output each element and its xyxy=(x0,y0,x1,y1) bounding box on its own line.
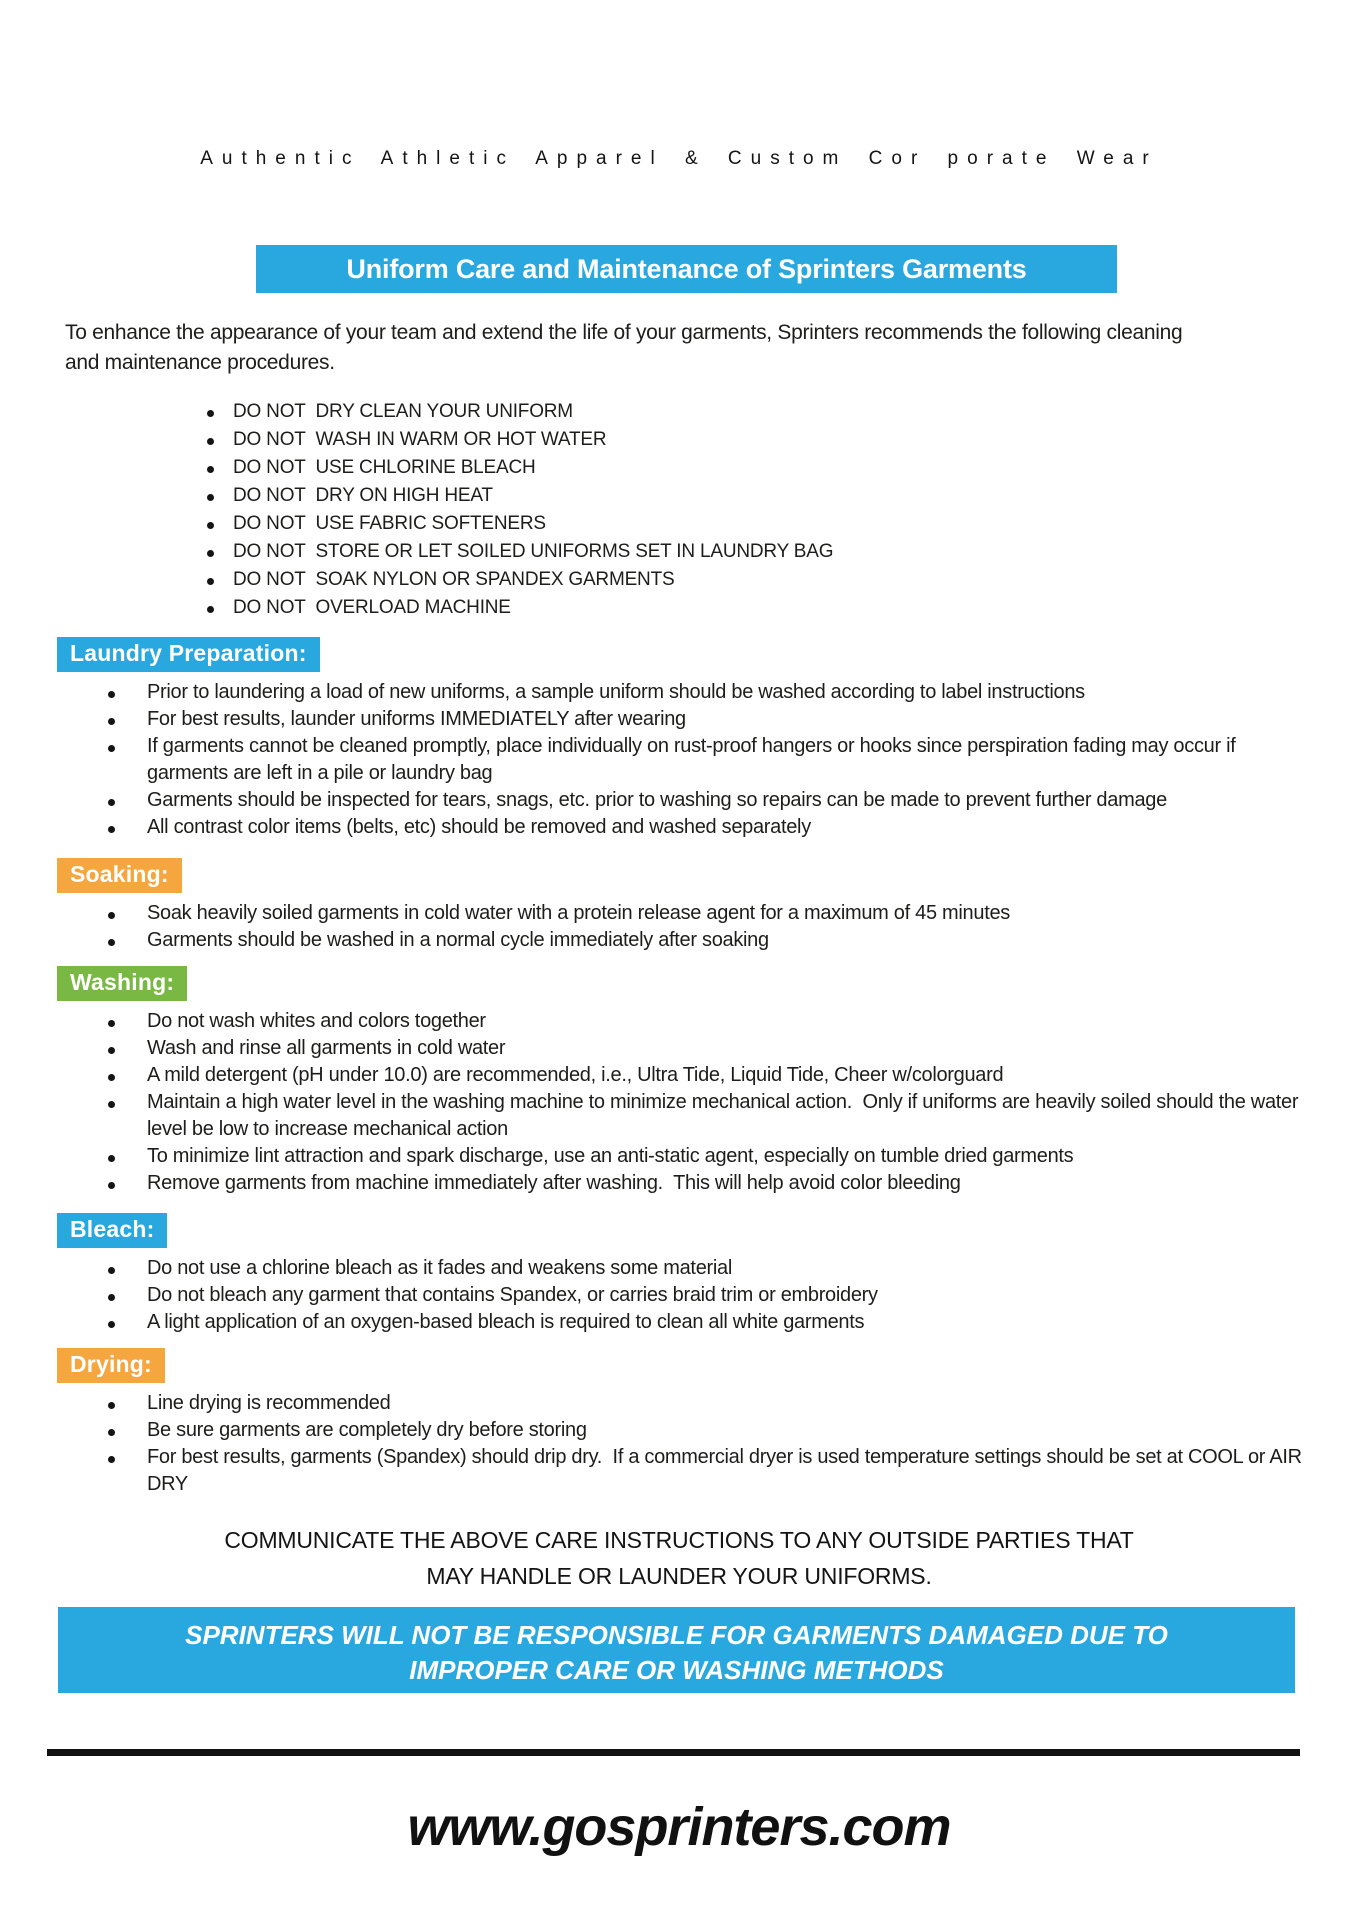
list-item-text: DO NOT STORE OR LET SOILED UNIFORMS SET IN LAUNDRY BAG xyxy=(233,541,834,562)
bullet-icon xyxy=(207,538,233,566)
communicate-notice xyxy=(0,1522,1358,1594)
bullet-icon xyxy=(108,787,147,814)
list-item-text: A mild detergent (pH under 10.0) are recommended, i.e., Ultra Tide, Liquid Tide, Cheer w/colorguard xyxy=(147,1064,1004,1086)
brand-tagline: Authentic Athletic Apparel & Custom Cor porate Wear xyxy=(200,148,1158,169)
list-item-text: DO NOT OVERLOAD MACHINE xyxy=(233,597,511,618)
section-list xyxy=(108,1390,1313,1498)
donot-list xyxy=(207,398,1313,622)
section-list xyxy=(108,900,1313,954)
list-item-text: DO NOT USE FABRIC SOFTENERS xyxy=(233,513,546,534)
page-title-banner: Uniform Care and Maintenance of Sprinters Garments xyxy=(256,245,1117,293)
disclaimer-banner xyxy=(58,1607,1295,1693)
list-item-text: To minimize lint attraction and spark discharge, use an anti-static agent, especially on tumble dried garments xyxy=(147,1145,1074,1167)
list-item xyxy=(108,1062,1313,1089)
list-item xyxy=(207,482,1313,510)
list-item xyxy=(108,900,1313,927)
list-item-text: For best results, garments (Spandex) should drip dry. If a commercial dryer is used temperature settings should be set at COOL or AIR DRY xyxy=(147,1446,1308,1495)
list-item xyxy=(108,1170,1313,1197)
care-section xyxy=(0,858,1358,954)
intro-line-1: To enhance the appearance of your team and extend the life of your garments, Sprinters recommends the following cleaning xyxy=(65,321,1183,344)
list-item xyxy=(108,1417,1313,1444)
care-section xyxy=(0,966,1358,1197)
list-item xyxy=(108,733,1313,787)
bullet-icon xyxy=(108,1390,147,1417)
section-label: Drying: xyxy=(57,1348,165,1383)
list-item xyxy=(108,814,1313,841)
section-label: Soaking: xyxy=(57,858,182,893)
list-item-text: DO NOT DRY ON HIGH HEAT xyxy=(233,485,493,506)
list-item xyxy=(108,1143,1313,1170)
bullet-icon xyxy=(207,510,233,538)
bullet-icon xyxy=(108,900,147,927)
list-item xyxy=(207,566,1313,594)
list-item xyxy=(108,1282,1313,1309)
list-item xyxy=(207,454,1313,482)
bullet-icon xyxy=(108,1417,147,1444)
bullet-icon xyxy=(207,426,233,454)
communicate-line-1: COMMUNICATE THE ABOVE CARE INSTRUCTIONS TO ANY OUTSIDE PARTIES THAT xyxy=(224,1527,1134,1553)
list-item xyxy=(207,594,1313,622)
list-item xyxy=(207,398,1313,426)
section-list xyxy=(108,1008,1313,1197)
bullet-icon xyxy=(207,566,233,594)
bullet-icon xyxy=(108,1282,147,1309)
bullet-icon xyxy=(108,679,147,706)
intro-line-2: and maintenance procedures. xyxy=(65,351,335,374)
section-list xyxy=(108,1255,1313,1336)
list-item-text: If garments cannot be cleaned promptly, place individually on rust-proof hangers or hooks since perspiration fading may occur if garments are left in a pile or laundry bag xyxy=(147,735,1241,784)
footer-divider xyxy=(47,1749,1300,1756)
list-item xyxy=(108,927,1313,954)
bullet-icon xyxy=(108,927,147,954)
list-item-text: DO NOT WASH IN WARM OR HOT WATER xyxy=(233,429,607,450)
list-item-text: Do not wash whites and colors together xyxy=(147,1010,486,1032)
section-list xyxy=(108,679,1313,841)
bullet-icon xyxy=(108,733,147,787)
list-item xyxy=(108,1089,1313,1143)
list-item xyxy=(207,426,1313,454)
bullet-icon xyxy=(108,1035,147,1062)
bullet-icon xyxy=(108,1008,147,1035)
list-item xyxy=(207,538,1313,566)
list-item xyxy=(108,787,1313,814)
list-item-text: DO NOT DRY CLEAN YOUR UNIFORM xyxy=(233,401,573,422)
bullet-icon xyxy=(108,1444,147,1498)
list-item-text: Be sure garments are completely dry before storing xyxy=(147,1419,587,1441)
list-item xyxy=(108,1444,1313,1498)
list-item-text: Do not use a chlorine bleach as it fades and weakens some material xyxy=(147,1257,732,1279)
list-item-text: DO NOT USE CHLORINE BLEACH xyxy=(233,457,536,478)
list-item xyxy=(108,679,1313,706)
bullet-icon xyxy=(108,1143,147,1170)
list-item-text: For best results, launder uniforms IMMEDIATELY after wearing xyxy=(147,708,686,730)
list-item xyxy=(207,510,1313,538)
list-item-text: Soak heavily soiled garments in cold water with a protein release agent for a maximum of 45 minutes xyxy=(147,902,1010,924)
list-item-text: Remove garments from machine immediately after washing. This will help avoid color bleeding xyxy=(147,1172,961,1194)
bullet-icon xyxy=(207,594,233,622)
disclaimer-line-1: SPRINTERS WILL NOT BE RESPONSIBLE FOR GARMENTS DAMAGED DUE TO xyxy=(185,1620,1168,1650)
list-item xyxy=(108,1390,1313,1417)
bullet-icon xyxy=(108,1062,147,1089)
list-item-text: Garments should be inspected for tears, snags, etc. prior to washing so repairs can be made to prevent further damage xyxy=(147,789,1167,811)
bullet-icon xyxy=(108,1170,147,1197)
bullet-icon xyxy=(108,814,147,841)
communicate-line-2: MAY HANDLE OR LAUNDER YOUR UNIFORMS. xyxy=(426,1563,932,1589)
bullet-icon xyxy=(108,1255,147,1282)
disclaimer-line-2: IMPROPER CARE OR WASHING METHODS xyxy=(409,1655,944,1685)
list-item xyxy=(108,1255,1313,1282)
care-section xyxy=(0,1348,1358,1498)
section-label: Laundry Preparation: xyxy=(57,637,320,672)
list-item-text: A light application of an oxygen-based bleach is required to clean all white garments xyxy=(147,1311,865,1333)
list-item xyxy=(108,1035,1313,1062)
section-label: Bleach: xyxy=(57,1213,167,1248)
bullet-icon xyxy=(108,1309,147,1336)
list-item-text: Do not bleach any garment that contains Spandex, or carries braid trim or embroidery xyxy=(147,1284,878,1306)
section-label: Washing: xyxy=(57,966,187,1001)
list-item-text: All contrast color items (belts, etc) should be removed and washed separately xyxy=(147,816,811,838)
bullet-icon xyxy=(207,454,233,482)
care-section xyxy=(0,637,1358,841)
list-item-text: Line drying is recommended xyxy=(147,1392,391,1414)
list-item xyxy=(108,706,1313,733)
list-item-text: DO NOT SOAK NYLON OR SPANDEX GARMENTS xyxy=(233,569,675,590)
bullet-icon xyxy=(108,706,147,733)
list-item xyxy=(108,1008,1313,1035)
bullet-icon xyxy=(207,482,233,510)
intro-paragraph xyxy=(65,318,1313,378)
list-item-text: Garments should be washed in a normal cycle immediately after soaking xyxy=(147,929,769,951)
bullet-icon xyxy=(108,1089,147,1143)
care-section xyxy=(0,1213,1358,1336)
website-url: www.gosprinters.com xyxy=(407,1797,951,1857)
list-item-text: Maintain a high water level in the washing machine to minimize mechanical action. Only if uniforms are heavily soiled should the water level be low to increase mechanical action xyxy=(147,1091,1304,1140)
list-item-text: Prior to laundering a load of new uniforms, a sample uniform should be washed according to label instructions xyxy=(147,681,1085,703)
list-item xyxy=(108,1309,1313,1336)
list-item-text: Wash and rinse all garments in cold water xyxy=(147,1037,506,1059)
bullet-icon xyxy=(207,398,233,426)
